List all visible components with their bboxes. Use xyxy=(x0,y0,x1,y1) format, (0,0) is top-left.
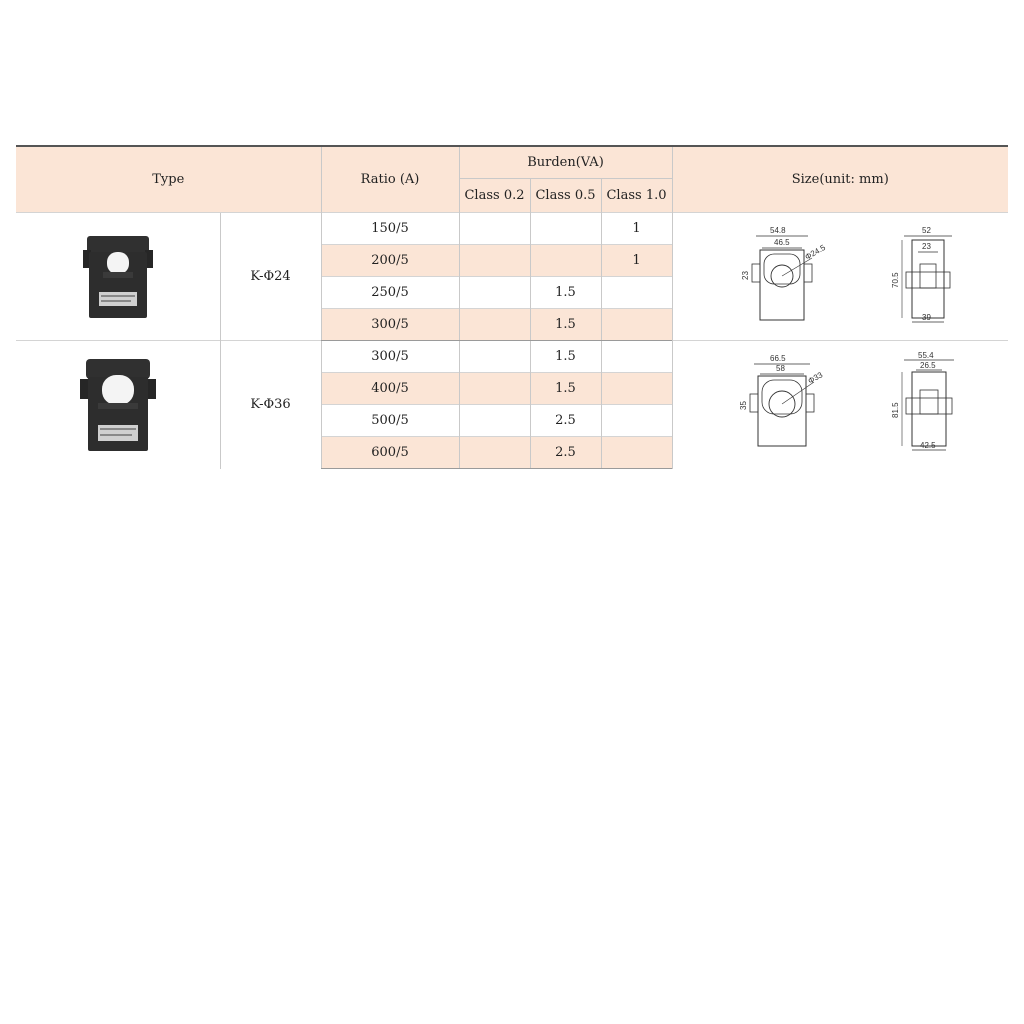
split-core-ct-photo xyxy=(78,355,158,455)
class-1-0-cell xyxy=(601,405,672,437)
header-class-1-0: Class 1.0 xyxy=(601,179,672,213)
class-0-5-cell: 1.5 xyxy=(530,341,601,373)
dim-side-height: 70.5 xyxy=(891,271,901,288)
table-row xyxy=(16,341,1008,373)
class-0-5-cell xyxy=(530,245,601,277)
dim-side-top: 52 xyxy=(922,225,932,235)
header-size: Size(unit: mm) xyxy=(672,146,1008,213)
dim-side-bottom: 42.5 xyxy=(920,440,936,450)
dimension-drawing-k-phi24 xyxy=(690,222,990,332)
class-0-2-cell xyxy=(459,405,530,437)
class-1-0-cell: 1 xyxy=(601,245,672,277)
dim-front-outer: 54.8 xyxy=(770,225,786,235)
class-0-5-cell: 2.5 xyxy=(530,437,601,469)
class-0-2-cell xyxy=(459,277,530,309)
spec-table-container xyxy=(16,145,1008,469)
class-1-0-cell xyxy=(601,309,672,341)
class-1-0-cell: 1 xyxy=(601,213,672,245)
header-class-0-5: Class 0.5 xyxy=(530,179,601,213)
dim-front-inner: 46.5 xyxy=(774,237,790,247)
header-class-0-2: Class 0.2 xyxy=(459,179,530,213)
class-0-5-cell xyxy=(530,213,601,245)
class-0-5-cell: 2.5 xyxy=(530,405,601,437)
dim-side-height: 81.5 xyxy=(891,402,901,418)
class-0-2-cell xyxy=(459,437,530,469)
ratio-cell: 600/5 xyxy=(321,437,459,469)
class-0-2-cell xyxy=(459,245,530,277)
dim-side-bottom: 39 xyxy=(922,312,932,322)
ratio-cell: 250/5 xyxy=(321,277,459,309)
class-0-2-cell xyxy=(459,341,530,373)
dim-front-hole: Φ33 xyxy=(806,370,825,386)
ratio-cell: 400/5 xyxy=(321,373,459,405)
class-1-0-cell xyxy=(601,341,672,373)
class-1-0-cell xyxy=(601,437,672,469)
ratio-cell: 300/5 xyxy=(321,309,459,341)
product-image-cell xyxy=(16,341,220,469)
table-row xyxy=(16,213,1008,245)
ratio-cell: 150/5 xyxy=(321,213,459,245)
dim-front-inner: 58 xyxy=(776,363,786,373)
dimension-drawing-k-phi36 xyxy=(690,350,990,460)
ratio-cell: 200/5 xyxy=(321,245,459,277)
ct-spec-table xyxy=(16,145,1008,469)
dim-front-height: 23 xyxy=(741,270,751,280)
class-1-0-cell xyxy=(601,373,672,405)
size-drawing-cell xyxy=(672,213,1008,341)
class-1-0-cell xyxy=(601,277,672,309)
header-burden: Burden(VA) xyxy=(459,146,672,179)
header-type: Type xyxy=(16,146,321,213)
ratio-cell: 500/5 xyxy=(321,405,459,437)
dim-front-hole: Φ24.5 xyxy=(803,242,828,262)
ratio-cell: 300/5 xyxy=(321,341,459,373)
split-core-ct-photo xyxy=(81,232,155,322)
class-0-5-cell: 1.5 xyxy=(530,277,601,309)
class-0-2-cell xyxy=(459,213,530,245)
dim-front-height: 35 xyxy=(739,400,749,410)
class-0-2-cell xyxy=(459,309,530,341)
class-0-5-cell: 1.5 xyxy=(530,309,601,341)
dim-side-inner: 23 xyxy=(922,241,932,251)
class-0-5-cell: 1.5 xyxy=(530,373,601,405)
dim-front-outer: 66.5 xyxy=(770,353,786,363)
type-k-phi36: K-Φ36 xyxy=(220,341,321,469)
dim-side-inner: 26.5 xyxy=(920,360,936,370)
type-k-phi24: K-Φ24 xyxy=(220,213,321,341)
header-ratio: Ratio (A) xyxy=(321,146,459,213)
class-0-2-cell xyxy=(459,373,530,405)
dim-side-top: 55.4 xyxy=(918,350,934,360)
product-image-cell xyxy=(16,213,220,341)
size-drawing-cell xyxy=(672,341,1008,469)
